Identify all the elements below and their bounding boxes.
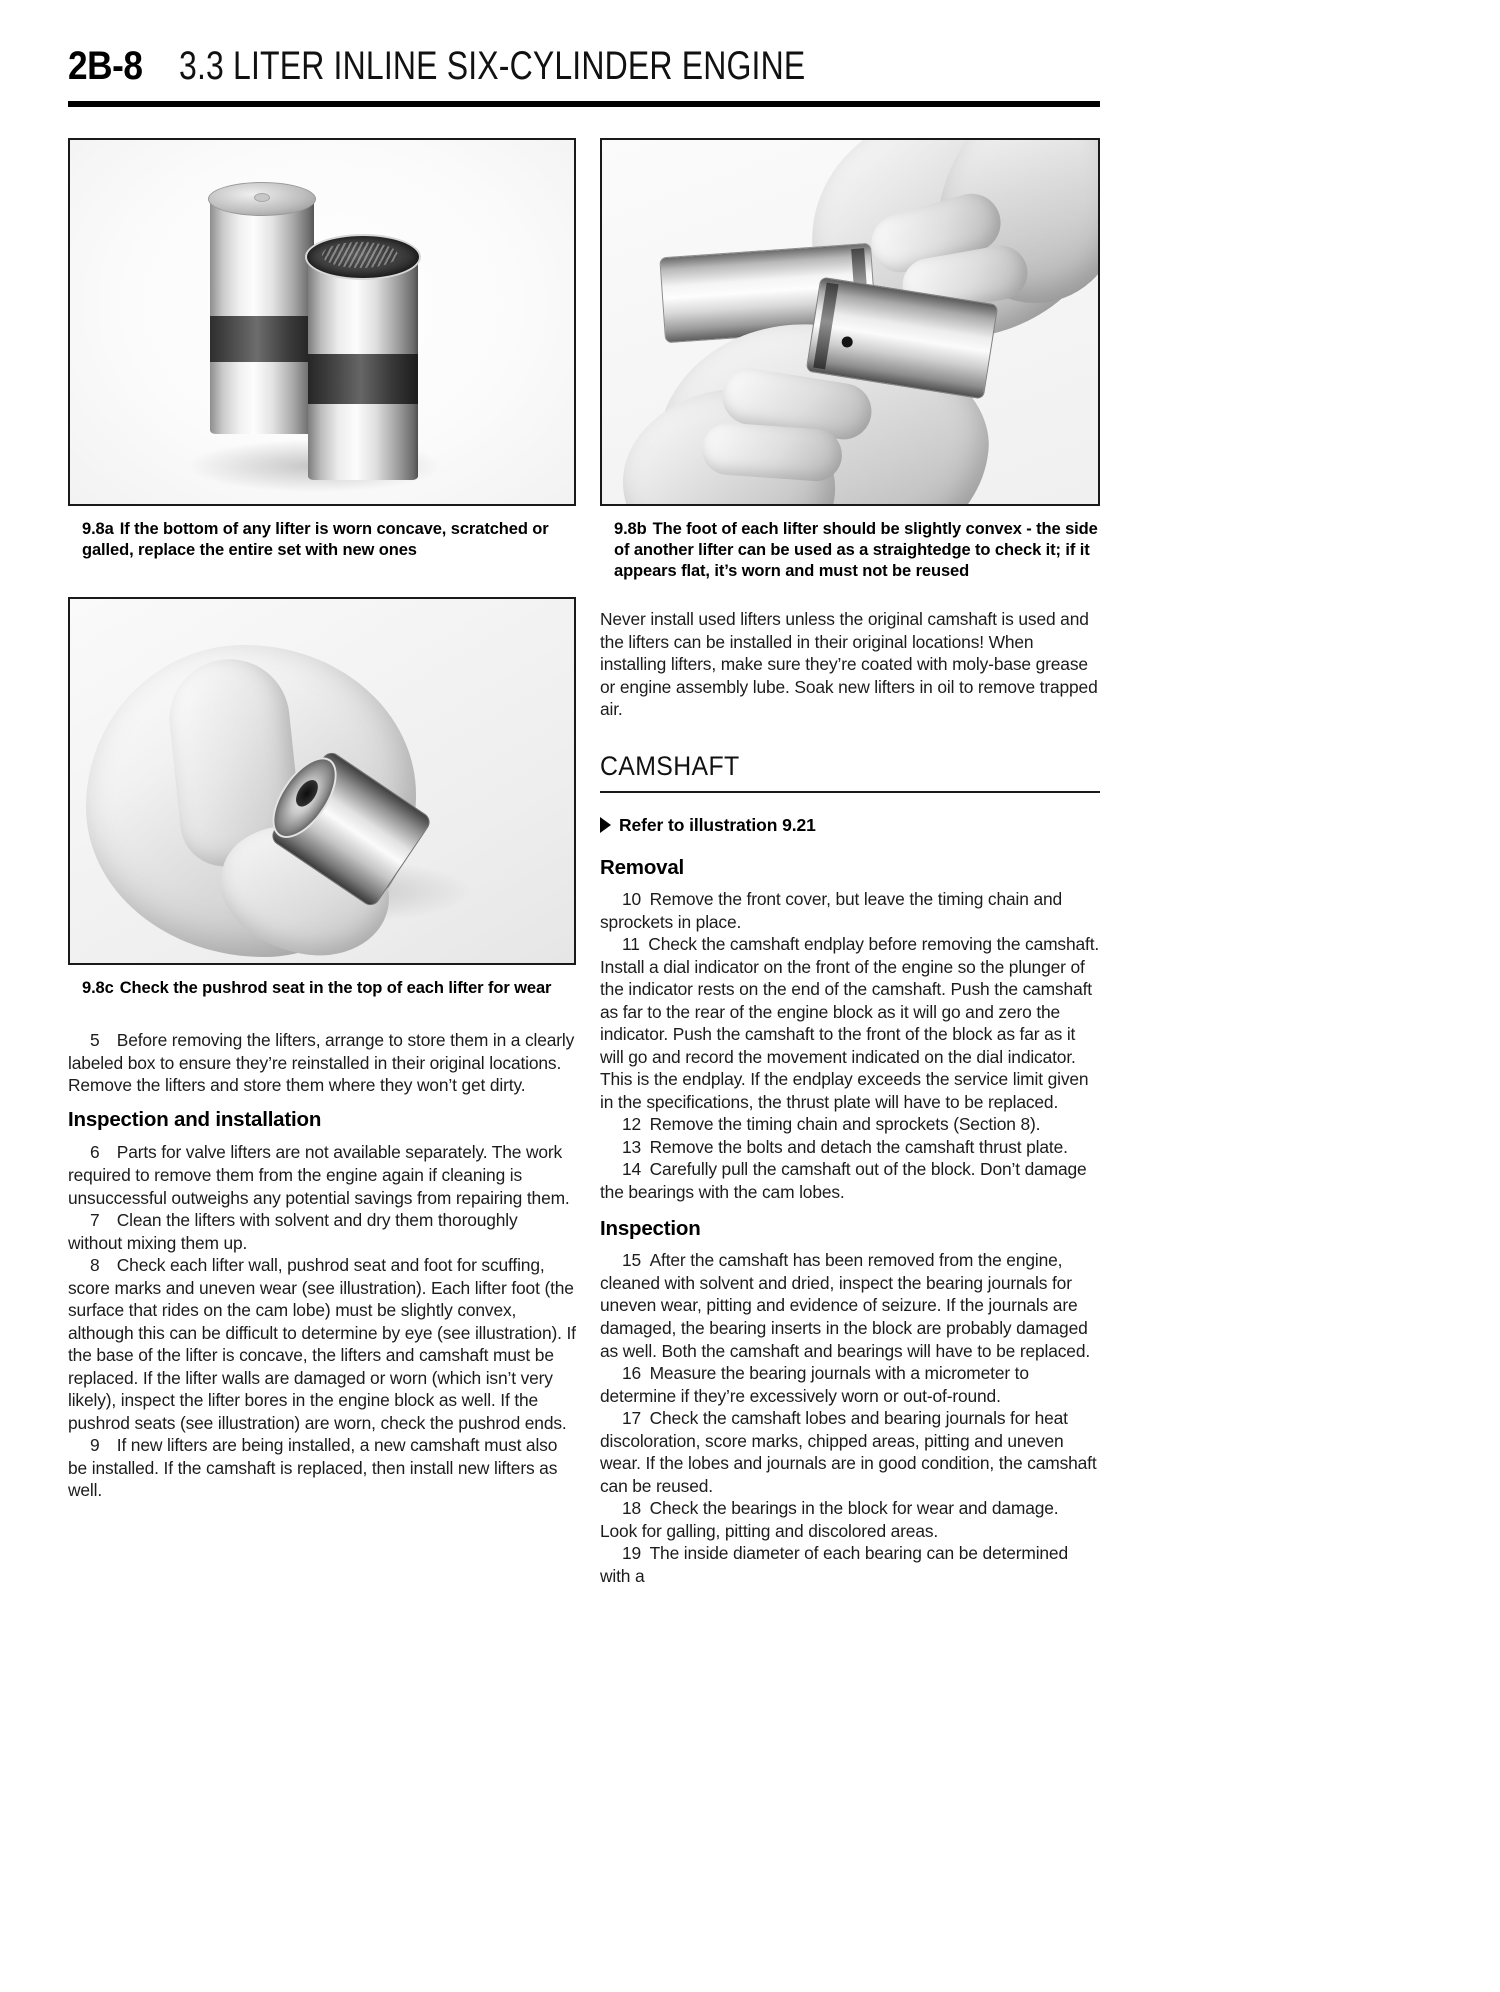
header-divider-rule: [68, 101, 1100, 107]
paragraph-17: 17 Check the camshaft lobes and bearing journals for heat discoloration, score marks, chipped areas, pitting and uneven wear. If the lobes and journals are in good condition, the camshaft can be reused.: [600, 1408, 1097, 1496]
paragraph-16: 16 Measure the bearing journals with a micrometer to determine if they’re excessively worn or out-of-round.: [600, 1363, 1029, 1406]
figure-caption-9-8c: [68, 978, 576, 999]
lifter-oil-hole: [841, 336, 854, 349]
paragraph-13: 13 Remove the bolts and detach the camshaft thrust plate.: [622, 1136, 1068, 1157]
heading-removal: Removal: [600, 855, 685, 879]
refer-to-illustration-text: Refer to illustration 9.21: [619, 814, 816, 835]
heading-inspection: Inspection: [600, 1217, 701, 1241]
photo-pushrod-seat: [68, 597, 576, 965]
paragraph-5: 5 Before removing the lifters, arrange to store them in a clearly labeled box to ensure they’re reinstalled in their original locations. Remove the lifters and store them where they won’t get dirty.: [68, 1030, 575, 1096]
paragraph-11: 11 Check the camshaft endplay before removing the camshaft. Install a dial indicator on the front of the engine so the plunger of the indicator rests on the end of the camshaft. Push the camshaft as far to the rear of the engine block as it will go and zero the indicator. Push the camshaft to the front of the block as far as it will go and record the movement indicated on the dial indicator. This is the endplay. If the endplay exceeds the service limit given in the specifications, the thrust plate will have to be replaced.: [600, 934, 1100, 1112]
heading-inspection-and-installation: Inspection and installation: [68, 1107, 322, 1131]
paragraph-10: 10 Remove the front cover, but leave the timing chain and sprockets in place.: [600, 888, 1063, 932]
refer-to-illustration-line: [600, 815, 1100, 836]
right-column-removal-body: [600, 888, 1100, 1203]
figure-caption-text-9-8c: Check the pushrod seat in the top of each lifter for wear: [119, 979, 552, 998]
right-column-note: [600, 608, 1100, 721]
left-column-body: [68, 1029, 576, 1502]
paragraph-8: 8 Check each lifter wall, pushrod seat and foot for scuffing, score marks and uneven wear (see illustration). Each lifter foot (the surface that rides on the cam lobe) must be slightly convex, although this can be difficult to determine by eye (see illustration). If the base of the lifter is concave, the lifters and camshaft must be replaced. If the lifter walls are damaged or worn (which isn’t very likely), inspect the lifter bores in the engine block as well. If the pushrod seats (see illustration) are worn, check the pushrod ends.: [68, 1255, 576, 1433]
page-title: 3.3 LITER INLINE SIX-CYLINDER ENGINE: [178, 44, 806, 88]
figure-number-9-8c: 9.8c: [82, 979, 114, 998]
lifter-top-detail: [254, 193, 270, 202]
photo-lifter-foot-check: [600, 138, 1100, 506]
left-column: [68, 138, 576, 1502]
figure-9-8a: [68, 138, 576, 561]
figure-9-8b: [600, 138, 1100, 582]
paragraph-15: 15 After the camshaft has been removed from the engine, cleaned with solvent and dried, inspect the bearing journals for uneven wear, pitting and evidence of seizure. If the journals are damaged, the bearing inserts in the block are probably damaged as well. Both the camshaft and bearings will have to be replaced.: [600, 1250, 1091, 1361]
paragraph-14: 14 Carefully pull the camshaft out of the block. Don’t damage the bearings with the cam lobes.: [600, 1159, 1087, 1202]
figure-caption-text-9-8b: The foot of each lifter should be slightly convex - the side of another lifter can be used as a straightedge to check it; if it appears flat, it’s worn and must not be reused: [614, 520, 1098, 581]
lifter-end-ring: [813, 283, 838, 370]
paragraph-9: 9 If new lifters are being installed, a new camshaft must also be installed. If the camshaft is replaced, then install new lifters as well.: [68, 1435, 558, 1501]
paragraph-12: 12 Remove the timing chain and sprockets (Section 8).: [622, 1114, 1041, 1135]
photo-lifters-pair: [68, 138, 576, 506]
figure-caption-text-9-8a: If the bottom of any lifter is worn concave, scratched or galled, replace the entire set with new ones: [82, 520, 549, 560]
page-header: [68, 44, 1100, 89]
paragraph-19: 19 The inside diameter of each bearing can be determined with a: [600, 1543, 1068, 1586]
right-column-inspection-body: [600, 1249, 1100, 1587]
paragraph-7: 7 Clean the lifters with solvent and dry them thoroughly without mixing them up.: [68, 1210, 518, 1253]
figure-caption-9-8a: [68, 519, 576, 561]
figure-number-9-8b: 9.8b: [614, 520, 647, 538]
pointer-arrow-icon: [600, 817, 611, 833]
page-number: 2B-8: [68, 44, 143, 88]
lifter-left-object: [210, 198, 314, 434]
lifter-dark-band: [210, 316, 314, 362]
right-column: [600, 138, 1100, 1587]
section-heading-camshaft: CAMSHAFT: [600, 750, 740, 781]
lifter-right-object: [308, 256, 418, 480]
figure-9-8c: [68, 597, 576, 999]
paragraph-18: 18 Check the bearings in the block for wear and damage. Look for galling, pitting and discolored areas.: [600, 1498, 1059, 1541]
lifter-dark-band: [308, 354, 418, 404]
note-paragraph: Never install used lifters unless the original camshaft is used and the lifters can be installed in their original locations! When installing lifters, make sure they’re coated with moly-base grease or engine assembly lube. Soak new lifters in oil to remove trapped air.: [600, 609, 1098, 720]
paragraph-6: 6 Parts for valve lifters are not available separately. The work required to remove them from the engine again if cleaning is unsuccessful outweighs any potential savings from repairing them.: [68, 1142, 570, 1208]
figure-number-9-8a: 9.8a: [82, 520, 114, 538]
finger-shape: [700, 421, 843, 483]
figure-caption-9-8b: [600, 519, 1100, 582]
lifter-scuff-texture: [322, 242, 398, 268]
